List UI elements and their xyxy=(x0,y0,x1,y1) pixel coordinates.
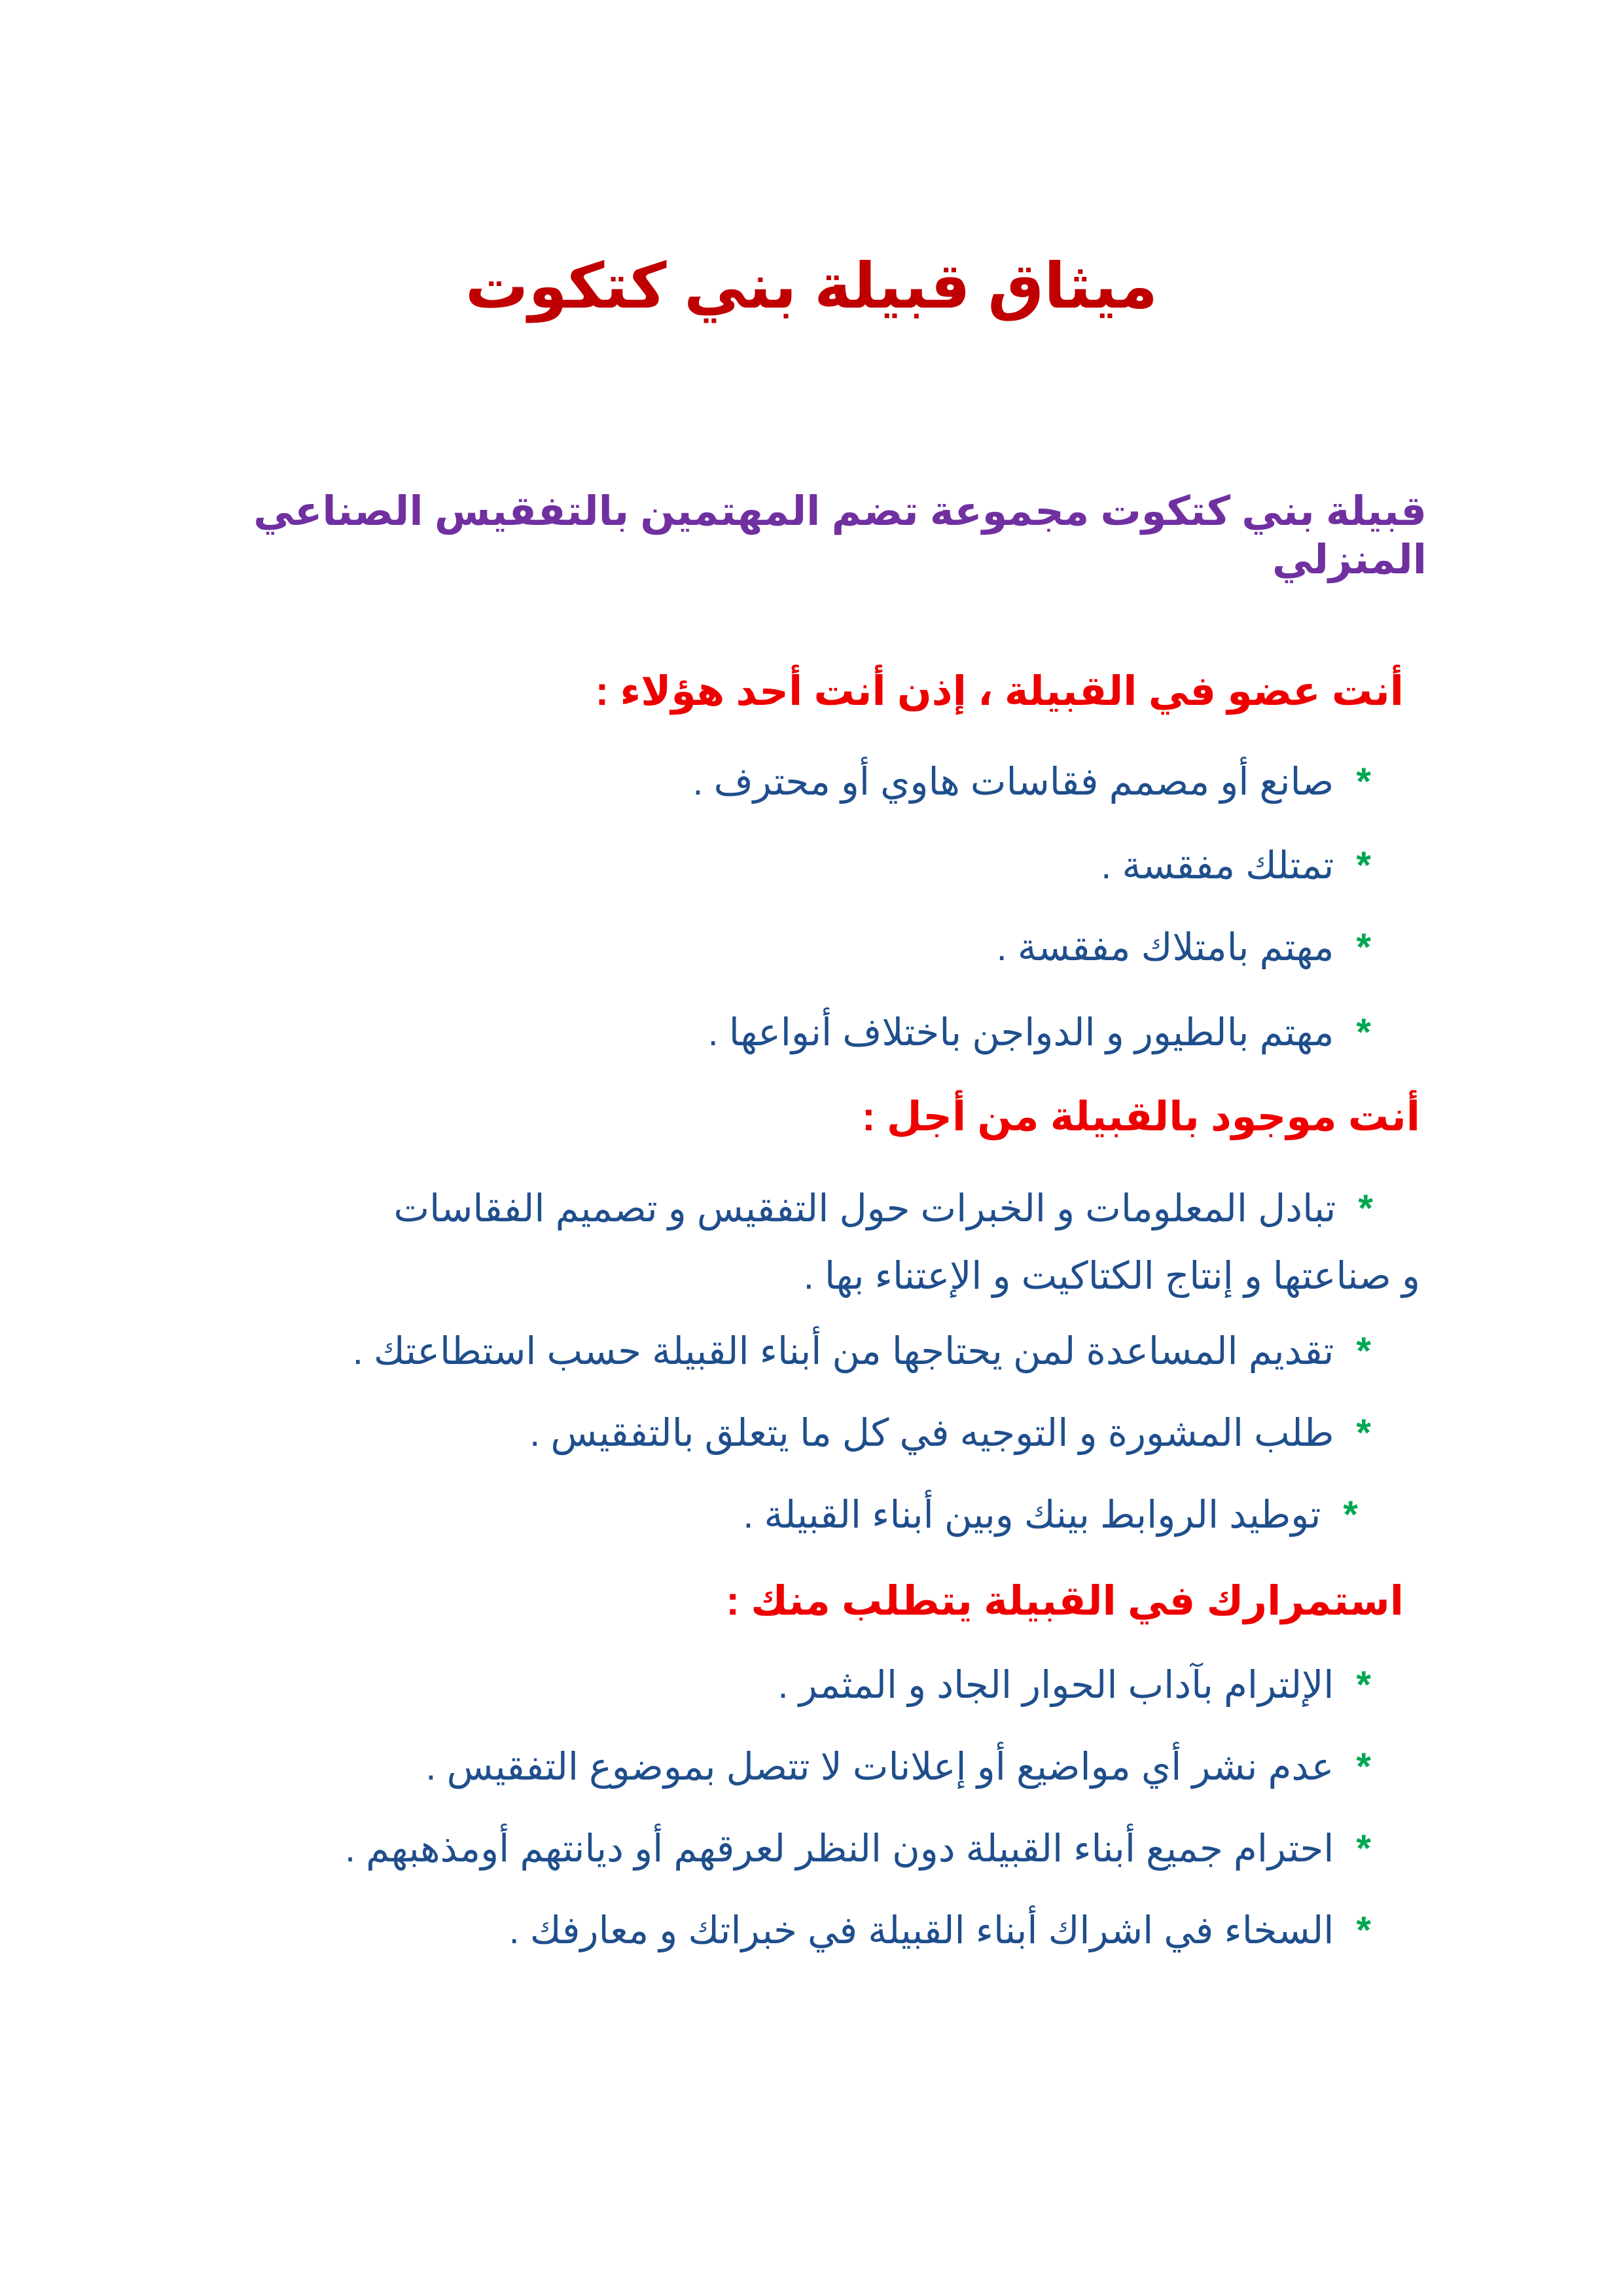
document-subtitle: قبيلة بني كتكوت مجموعة تضم المهتمين بالتفقيس الصناعي المنزلي xyxy=(253,489,1427,583)
section-heading-members: أنت عضو في القبيلة ، إذن أنت أحد هؤلاء : xyxy=(595,669,1404,714)
list-item: *تبادل المعلومات و الخبرات حول التفقيس و تصميم الفقاسات و صناعتها و إنتاج الكتاكيت و الإعتناء بها . xyxy=(380,1175,1420,1310)
list-item: *صانع أو مصمم فقاسات هاوي أو محترف . xyxy=(692,759,1371,805)
list-item: *مهتم بالطيور و الدواجن باختلاف أنواعها . xyxy=(708,1010,1371,1056)
list-item: *احترام جميع أبناء القبيلة دون النظر لعرقهم أو ديانتهم أومذهبهم . xyxy=(345,1826,1371,1872)
bullet-star-icon: * xyxy=(1358,1187,1373,1230)
bullet-star-icon: * xyxy=(1356,1412,1371,1454)
section-heading-purpose: أنت موجود بالقبيلة من أجل : xyxy=(861,1094,1420,1139)
bullet-star-icon: * xyxy=(1343,1494,1358,1536)
list-item: *طلب المشورة و التوجيه في كل ما يتعلق بالتفقيس . xyxy=(529,1410,1371,1456)
bullet-star-icon: * xyxy=(1356,761,1371,803)
list-item: *عدم نشر أي مواضيع أو إعلانات لا تتصل بموضوع التفقيس . xyxy=(425,1744,1371,1790)
section-heading-requirements: استمرارك في القبيلة يتطلب منك : xyxy=(726,1579,1404,1624)
bullet-star-icon: * xyxy=(1356,1330,1371,1372)
list-item: *مهتم بامتلاك مفقسة . xyxy=(997,925,1371,971)
list-item: *تقديم المساعدة لمن يحتاجها من أبناء القبيلة حسب استطاعتك . xyxy=(353,1329,1371,1374)
bullet-star-icon: * xyxy=(1356,1011,1371,1054)
bullet-star-icon: * xyxy=(1356,1664,1371,1706)
list-item: *تمتلك مفقسة . xyxy=(1101,843,1371,889)
document-title: ميثاق قبيلة بني كتكوت xyxy=(465,251,1158,321)
bullet-star-icon: * xyxy=(1356,926,1371,969)
bullet-star-icon: * xyxy=(1356,1746,1371,1788)
bullet-star-icon: * xyxy=(1356,1827,1371,1870)
list-item: *توطيد الروابط بينك وبين أبناء القبيلة . xyxy=(743,1492,1358,1538)
bullet-star-icon: * xyxy=(1356,1909,1371,1952)
list-item: *السخاء في اشراك أبناء القبيلة في خبراتك و معارفك . xyxy=(509,1908,1371,1954)
bullet-star-icon: * xyxy=(1356,844,1371,887)
list-item: *الإلترام بآداب الحوار الجاد و المثمر . xyxy=(777,1662,1371,1708)
